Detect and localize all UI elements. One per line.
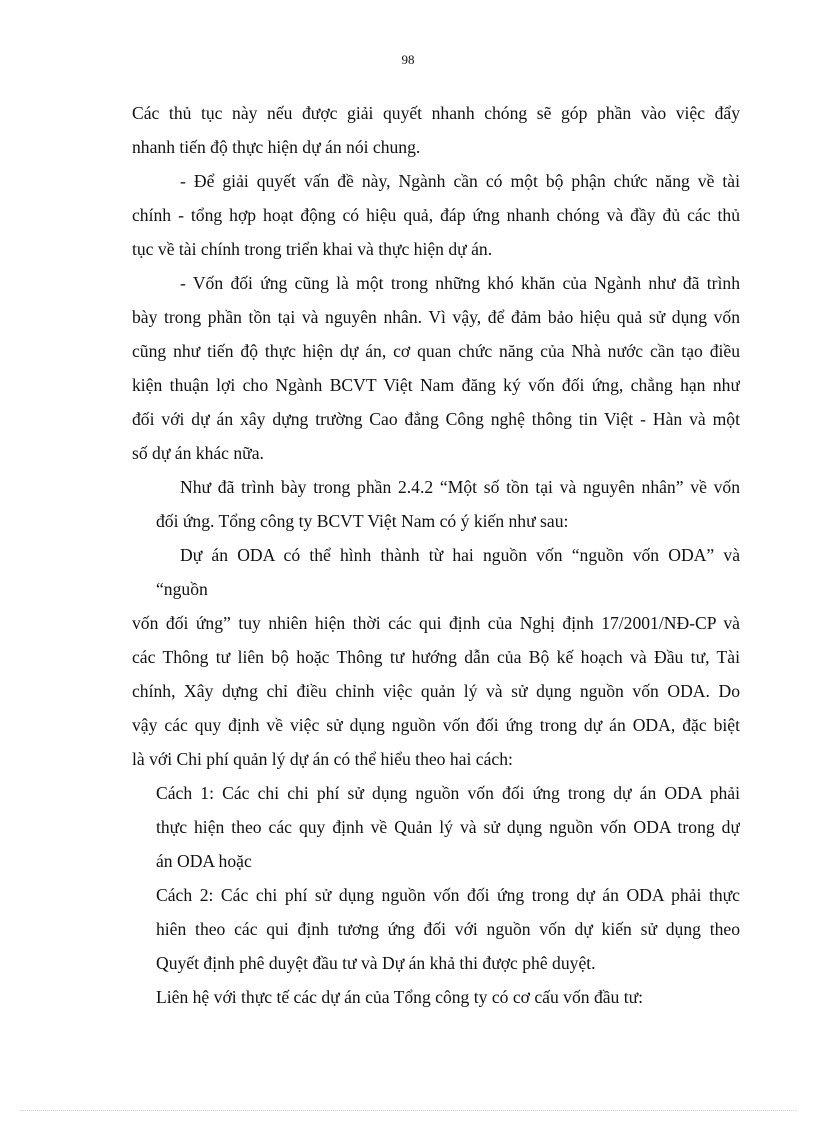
text-line: hiên theo các qui định tương ứng đối với nguồn vốn dự kiến sử dụng theo (156, 919, 740, 939)
text-line: - Vốn đối ứng cũng là một trong những khó khăn của Ngành như đã trình (180, 273, 740, 293)
text-line: là với Chi phí quản lý dự án có thể hiểu theo hai cách: (132, 749, 513, 769)
text-line: Dự án ODA có thể hình thành từ hai nguồn vốn “nguồn vốn ODA” và (180, 545, 740, 565)
text-line: Như đã trình bày trong phần 2.4.2 “Một số tồn tại và nguyên nhân” về vốn (180, 477, 740, 497)
text-line: vốn đối ứng” tuy nhiên hiện thời các qui định của Nghị định 17/2001/NĐ-CP và (132, 613, 740, 633)
text-line: vậy các quy định về việc sử dụng nguồn vốn đối ứng trong dự án ODA, đặc biệt (132, 715, 740, 735)
text-line: thực hiện theo các quy định về Quản lý và sử dụng nguồn vốn ODA trong dự (156, 817, 740, 837)
text-line: - Để giải quyết vấn đề này, Ngành cần có một bộ phận chức năng về tài (180, 171, 740, 191)
text-line: bày trong phần tồn tại và nguyên nhân. Vì vậy, để đảm bảo hiệu quả sử dụng vốn (132, 307, 740, 327)
text-line: đối với dự án xây dựng trường Cao đẳng Công nghệ thông tin Việt - Hàn và một (132, 409, 740, 429)
text-line: “nguồn (156, 579, 208, 599)
text-line: chính - tổng hợp hoạt động có hiệu quả, đáp ứng nhanh chóng và đầy đủ các thủ (132, 205, 740, 225)
text-line: đối ứng. Tổng công ty BCVT Việt Nam có ý kiến như sau: (156, 511, 569, 531)
text-line: Cách 1: Các chi chi phí sử dụng nguồn vốn đối ứng trong dự án ODA phải (156, 783, 740, 803)
text-line: Quyết định phê duyệt đầu tư và Dự án khả thi được phê duyệt. (156, 953, 596, 973)
page-number: 98 (401, 52, 415, 67)
text-line: chính, Xây dựng chỉ điều chỉnh việc quản lý và sử dụng nguồn vốn ODA. Do (132, 681, 740, 701)
text-line: án ODA hoặc (156, 851, 252, 871)
text-line: số dự án khác nữa. (132, 443, 264, 463)
text-line: Liên hệ với thực tế các dự án của Tổng công ty có cơ cấu vốn đầu tư: (156, 987, 644, 1007)
text-line: các Thông tư liên bộ hoặc Thông tư hướng dẫn của Bộ kế hoạch và Đầu tư, Tài (132, 647, 740, 667)
document-body (132, 96, 740, 1014)
text-line: kiện thuận lợi cho Ngành BCVT Việt Nam đăng ký vốn đối ứng, chẳng hạn như (132, 375, 740, 395)
text-line: Các thủ tục này nếu được giải quyết nhanh chóng sẽ góp phần vào việc đẩy (132, 103, 740, 123)
text-line: Cách 2: Các chi phí sử dụng nguồn vốn đối ứng trong dự án ODA phải thực (156, 885, 740, 905)
text-line: tục về tài chính trong triển khai và thực hiện dự án. (132, 239, 493, 259)
text-line: nhanh tiến độ thực hiện dự án nói chung. (132, 137, 421, 157)
footer-divider (20, 1110, 796, 1111)
text-line: cũng như tiến độ thực hiện dự án, cơ quan chức năng của Nhà nước cần tạo điều (132, 341, 740, 361)
